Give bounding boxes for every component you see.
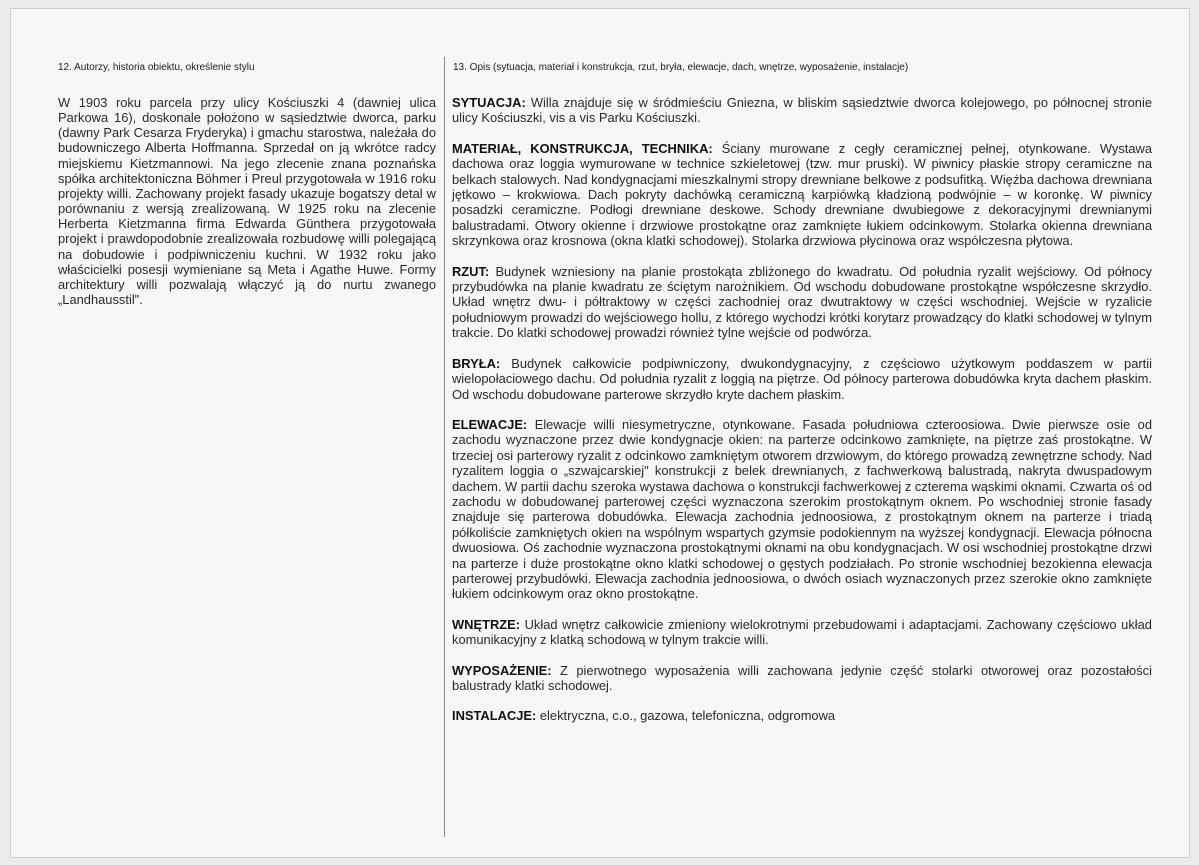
document-page [10,8,1190,858]
section-plan [452,264,1152,341]
section-situation [452,95,1152,126]
history-text: W 1903 roku parcela przy ulicy Kościuszki 4 (dawniej ulica Parkowa 16), doskonale położono w sąsiedztwie dworca, parku (dawny Park Cesarza Fryderyka) i gmachu starostwa, należała do budowniczego Alberta Hoffmanna. Sprzedał on ją wkrótce radcy miejskiemu Kietzmannowi. Na jego zlecenie znana poznańska spółka architektoniczna Böhmer i Preul przygotowała w 1916 roku projekty willi. Zachowany projekt fasady ukazuje bogatszy detal w porównaniu z wersją zrealizowaną. W 1925 roku na zlecenie Herberta Kietzmanna firma Edwarda Günthera przygotowała projekt i prawdopodobnie zrealizowała rozbudowę willi polegającą na dobudowie i podpiwniczeniu kuchni. W 1932 roku jako właścicielki posesji wymieniane są Meta i Agathe Huwe. Formy architektury willi pozwalają włączyć ją do nurtu zwanego „Landhausstil". [58,95,436,308]
section-material [452,141,1152,249]
section-label: BRYŁA: [452,355,501,371]
section-text: Budynek wzniesiony na planie prostokąta zbliżonego do kwadratu. Od południa ryzalit wejściowy. Od północy przybudówka na planie kwadratu ze ściętym narożnikiem. Od wschodu dobudowane prostokątne współczesne skrzydło. Układ wnętrz dwu- i półtraktowy w części zachodniej oraz dwutraktowy w części wschodniej. Wejście w ryzalicie południowym prowadzi do wejściowego hollu, z którego wychodzi krótki korytarz prowadzący do klatki schodowej w tylnym trakcie. Do klatki schodowej prowadzi również tylne wejście od podwórza. [452,263,1152,341]
description-column [452,61,1152,739]
section-massing [452,356,1152,402]
section-installations [452,708,1152,723]
section-label: SYTUACJA: [452,95,526,110]
column-divider [444,57,445,837]
description-header: 13. Opis (sytuacja, materiał i konstrukcja, rzut, bryła, elewacje, dach, wnętrze, wyposażenie, instalacje) [453,62,909,73]
section-text: Budynek całkowicie podpiwniczony, dwukondygnacyjny, z częściowo użytkowym poddaszem w partii wielopołaciowego dachu. Od południa ryzalit z loggią na piętrze. Od północy parterowa dobudówka kryta dachem płaskim. Od wschodu dobudowane parterowe skrzydło kryte dachem płaskim. [452,355,1152,402]
section-text: Układ wnętrz całkowicie zmieniony wielokrotnymi przebudowami i adaptacjami. Zachowany częściowo układ komunikacyjny z klatką schodową w tylnym trakcie willi. [452,616,1152,648]
section-text: Ściany murowane z cegły ceramicznej pełnej, otynkowane. Wystawa dachowa oraz loggia wymurowane w technice szkieletowej (tzw. mur pruski). W piwnicy płaskie stropy ceramiczne na belkach stalowych. Nad kondygnacjami mieszkalnymi stropy drewniane belkowe z podsufitką. Więźba dachowa drewniana jętkowo – krokwiowa. Dach pokryty dachówką ceramiczną karpiówką kładzioną podwójnie – w koronkę. W piwnicy posadzki ceramiczne. Podłogi drewniane deskowe. Schody drewniane dwubiegowe z dekoracyjnymi drewnianymi balustradami. Otwory okienne i drzwiowe prostokątne oraz zamknięte łukiem odcinkowym. Stolarka okienna drewniana skrzynkowa oraz krosnowa (okna klatki schodowej). Stolarka drzwiowa płycinowa oraz współczesna płytowa. [452,140,1152,249]
section-label: RZUT: [452,263,490,279]
section-label: WNĘTRZE: [452,616,521,632]
history-header: 12. Autorzy, historia obiektu, określenie stylu [58,62,255,73]
section-elevations [452,417,1152,602]
section-text: Z pierwotnego wyposażenia willi zachowana jedynie część stolarki otworowej oraz pozostałości balustrady klatki schodowej. [452,662,1152,693]
section-label: WYPOSAŻENIE: [452,662,552,678]
section-label: INSTALACJE: [452,708,537,724]
section-label: ELEWACJE: [452,416,528,432]
section-interior [452,617,1152,648]
section-text: Willa znajduje się w śródmieściu Gniezna, w bliskim sąsiedztwie dworca kolejowego, po północnej stronie ulicy Kościuszki, vis a vis Parku Kościuszki. [452,95,1152,126]
section-label: MATERIAŁ, KONSTRUKCJA, TECHNIKA: [452,140,713,156]
section-furnishing [452,663,1152,694]
history-column [58,61,436,307]
section-text: Elewacje willi niesymetryczne, otynkowane. Fasada południowa czteroosiowa. Dwie pierwsze osie od zachodu wyznaczone przez dwie kondygnacje okien: na parterze odcinkowo zamknięte, na piętrze zaś prostokątne. W trzeciej osi parterowy ryzalit z odcinkowo zamkniętym otworem drzwiowym, do którego prowadzą zewnętrzne schody. Nad ryzalitem loggia o „szwajcarskiej" konstrukcji z belek drewnianych, z fachwerkową balustradą, nakryta dwuspadowym dachem. W partii dachu szeroka wystawa dachowa o konstrukcji fachwerkowej z czterema wąskimi oknami. Czwarta oś od zachodu w dobudowanej parterowej części wyznaczona szerokim prostokątnym oknem. Po wschodniej stronie fasady znajduje się parterowa dobudówka. Elewacja zachodnia jednoosiowa, z prostokątnym oknem na parterze i triadą półkoliście zamkniętych okien na wspólnym wspartych gzymsie podokiennym na wyższej kondygnacji. Elewacja północna dwuosiowa. Oś zachodnie wyznaczona prostokątnymi oknami na obu kondygnacjach. W osi wschodniej prostokątne drzwi na parterze i duże prostokątne okno klatki schodowej o gęstych podziałach. Po stronie wschodniej bezokienna elewacja parterowej przybudówki. Elewacja zachodnia jednoosiowa, o dwóch osiach wyznaczonych przez szerokie okno zamknięte łukiem odcinkowym oraz okno prostokątne. [452,416,1152,602]
section-text: elektryczna, c.o., gazowa, telefoniczna, odgromowa [539,708,836,724]
